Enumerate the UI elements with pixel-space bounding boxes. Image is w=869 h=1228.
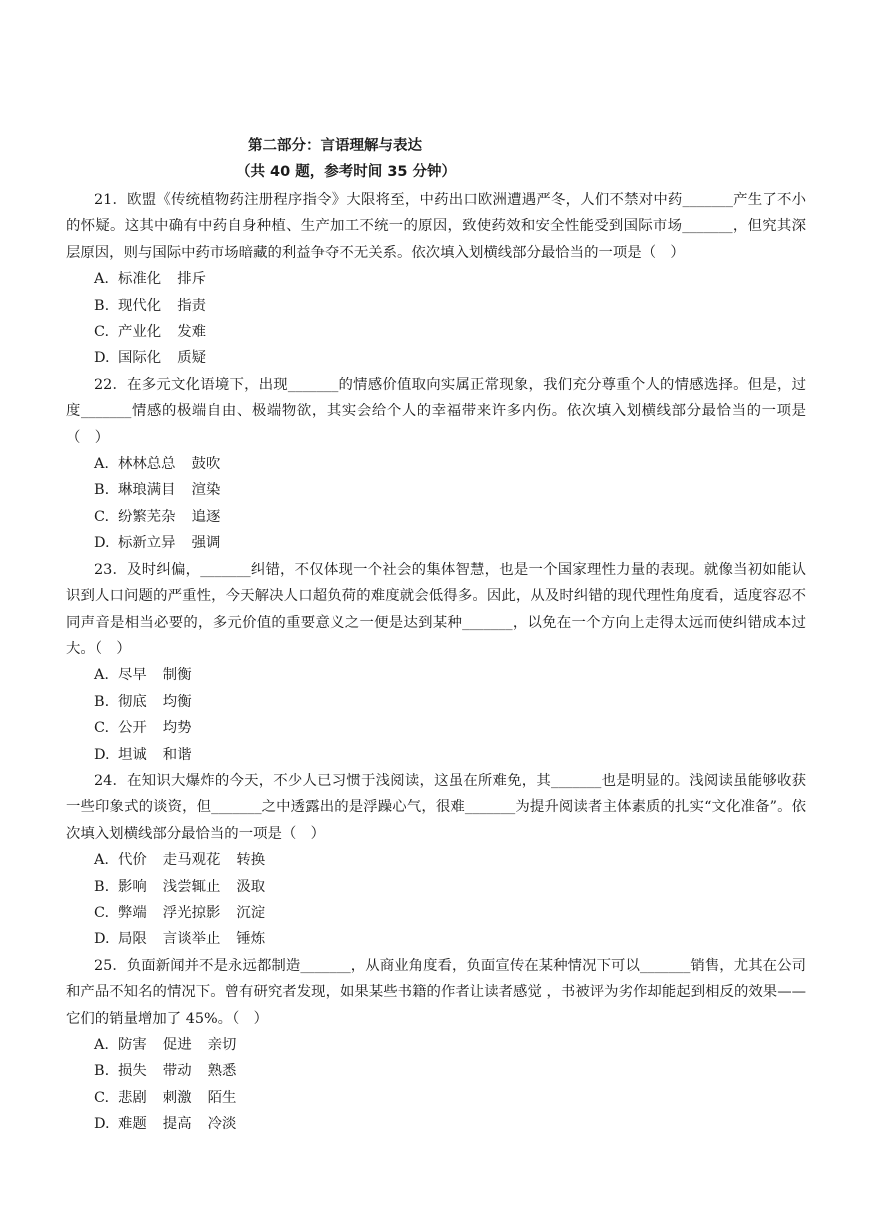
option-word: 影响 [118, 878, 147, 895]
option-a [66, 266, 806, 292]
option-word: 弊端 [118, 904, 147, 921]
option-a [66, 847, 806, 873]
option-word: 排斥 [177, 271, 206, 288]
option-word: 林林总总 [118, 456, 176, 473]
option-letter: C. [94, 904, 110, 921]
option-word: 转换 [236, 852, 266, 869]
option-word: 公开 [118, 720, 147, 737]
option-letter: B. [94, 693, 110, 710]
question-stem: 25．负面新闻并不是永远都制造_______，从商业角度看，负面宣传在某种情况下可以_______销售，尤其在公司和产品不知名的情况下。曾有研究者发现，如果某些书籍的作者让读者感觉 ，书被评为劣作却能起到相反的效果——它们的销量增加了 45%。（ ） [66, 957, 806, 1027]
option-word: 防害 [118, 1037, 147, 1053]
option-word: 强调 [191, 535, 221, 552]
option-word: 浅尝辄止 [162, 878, 221, 895]
option-word: 均衡 [162, 693, 192, 710]
option-b [66, 293, 806, 319]
option-letter: A. [94, 852, 109, 869]
option-word: 坦诚 [118, 746, 147, 763]
option-word: 制衡 [162, 667, 192, 684]
option-letter: D. [94, 535, 110, 552]
option-letter: D. [94, 1116, 110, 1133]
option-letter: A. [94, 1037, 109, 1053]
option-c [66, 715, 806, 741]
question-stem: 21．欧盟《传统植物药注册程序指令》大限将至，中药出口欧洲遭遇严冬，人们不禁对中药_______产生了不小的怀疑。这其中确有中药自身种植、生产加工不统一的原因，致使药效和安全性能受到国际市场_______，但究其深层原因，则与国际中药市场暗藏的利益争夺不无关系。依次填入划横线部分最恰当的一项是（ ） [66, 192, 806, 261]
option-word: 带动 [162, 1063, 192, 1080]
question-list [66, 187, 806, 1138]
option-b [66, 689, 806, 715]
option-letter: D. [94, 931, 110, 948]
option-d [66, 345, 806, 371]
option-word: 锤炼 [236, 931, 266, 948]
option-word: 标新立异 [118, 535, 176, 552]
option-word: 刺激 [162, 1089, 192, 1106]
option-a [66, 451, 806, 477]
option-letter: C. [94, 720, 110, 737]
section-title: 第二部分：言语理解与表达 [248, 138, 422, 154]
option-a [66, 1032, 806, 1058]
option-word: 熟悉 [207, 1063, 237, 1080]
option-word: 国际化 [118, 350, 162, 367]
option-letter: A. [94, 456, 109, 473]
option-d [66, 926, 806, 952]
option-list [66, 1032, 806, 1138]
option-letter: B. [94, 297, 110, 314]
question-stem: 24．在知识大爆炸的今天，不少人已习惯于浅阅读，这虽在所难免，其_______也是明显的。浅阅读虽能够收获一些印象式的谈资，但_______之中透露出的是浮躁心气，很难_______为提升阅读者主体素质的扎实“文化准备”。依次填入划横线部分最恰当的一项是（ ） [66, 772, 806, 842]
question-24 [66, 768, 806, 953]
option-letter: B. [94, 482, 110, 499]
option-letter: C. [94, 324, 110, 341]
question-23 [66, 557, 806, 768]
option-word: 陌生 [207, 1089, 237, 1106]
option-word: 发难 [177, 324, 206, 341]
option-c [66, 1085, 806, 1111]
option-word: 标准化 [118, 271, 162, 288]
option-list [66, 451, 806, 557]
option-word: 尽早 [118, 667, 147, 684]
option-word: 彻底 [118, 693, 147, 710]
option-b [66, 874, 806, 900]
option-word: 局限 [118, 931, 147, 948]
option-word: 言谈举止 [162, 931, 221, 948]
option-letter: D. [94, 350, 110, 367]
option-d [66, 530, 806, 556]
option-letter: A. [94, 271, 109, 288]
option-list [66, 847, 806, 953]
question-stem: 23．及时纠偏，_______纠错，不仅体现一个社会的集体智慧，也是一个国家理性力量的表现。就像当初如能认识到人口问题的严重性，今天解决人口超负荷的难度就会低得多。因此，从及时纠错的现代理性角度看，适度容忍不同声音是相当必要的，多元价值的重要意义之一便是达到某种_______，以免在一个方向上走得太远而使纠错成本过大。（ ） [66, 561, 806, 657]
option-word: 产业化 [118, 324, 162, 341]
option-c [66, 900, 806, 926]
option-word: 浮光掠影 [162, 904, 221, 921]
option-letter: C. [94, 1089, 110, 1106]
option-letter: B. [94, 1063, 110, 1080]
question-22 [66, 372, 806, 557]
question-stem: 22．在多元文化语境下，出现_______的情感价值取向实属正常现象，我们充分尊重个人的情感选择。但是，过度_______情感的极端自由、极端物欲，其实会给个人的幸福带来许多内伤。依次填入划横线部分最恰当的一项是（ ） [66, 376, 806, 446]
option-word: 冷淡 [207, 1116, 237, 1133]
option-word: 亲切 [207, 1037, 237, 1053]
option-word: 均势 [162, 720, 192, 737]
option-letter: B. [94, 878, 110, 895]
option-word: 汲取 [236, 878, 266, 895]
option-word: 悲剧 [118, 1089, 147, 1106]
option-d [66, 1111, 806, 1137]
option-word: 指责 [177, 297, 206, 314]
option-word: 鼓吹 [191, 456, 221, 473]
option-word: 提高 [162, 1116, 192, 1133]
option-word: 促进 [162, 1037, 192, 1053]
option-c [66, 504, 806, 530]
option-word: 代价 [118, 852, 147, 869]
option-word: 和谐 [162, 746, 192, 763]
question-25 [66, 953, 806, 1138]
option-word: 沉淀 [236, 904, 266, 921]
option-list [66, 662, 806, 768]
option-c [66, 319, 806, 345]
option-word: 走马观花 [162, 852, 221, 869]
option-word: 现代化 [118, 297, 162, 314]
option-letter: D. [94, 746, 110, 763]
option-letter: C. [94, 508, 110, 525]
option-d [66, 742, 806, 768]
option-word: 难题 [118, 1116, 147, 1133]
option-word: 纷繁芜杂 [118, 508, 176, 525]
option-list [66, 266, 806, 372]
option-letter: A. [94, 667, 109, 684]
option-word: 渲染 [191, 482, 221, 499]
option-a [66, 662, 806, 688]
section-subtitle: （共 40 题，参考时间 35 分钟） [236, 164, 457, 180]
option-word: 琳琅满目 [118, 482, 176, 499]
option-word: 损失 [118, 1063, 147, 1080]
option-word: 追逐 [191, 508, 221, 525]
option-word: 质疑 [177, 350, 206, 367]
option-b [66, 1058, 806, 1084]
option-b [66, 477, 806, 503]
question-21 [66, 187, 806, 372]
